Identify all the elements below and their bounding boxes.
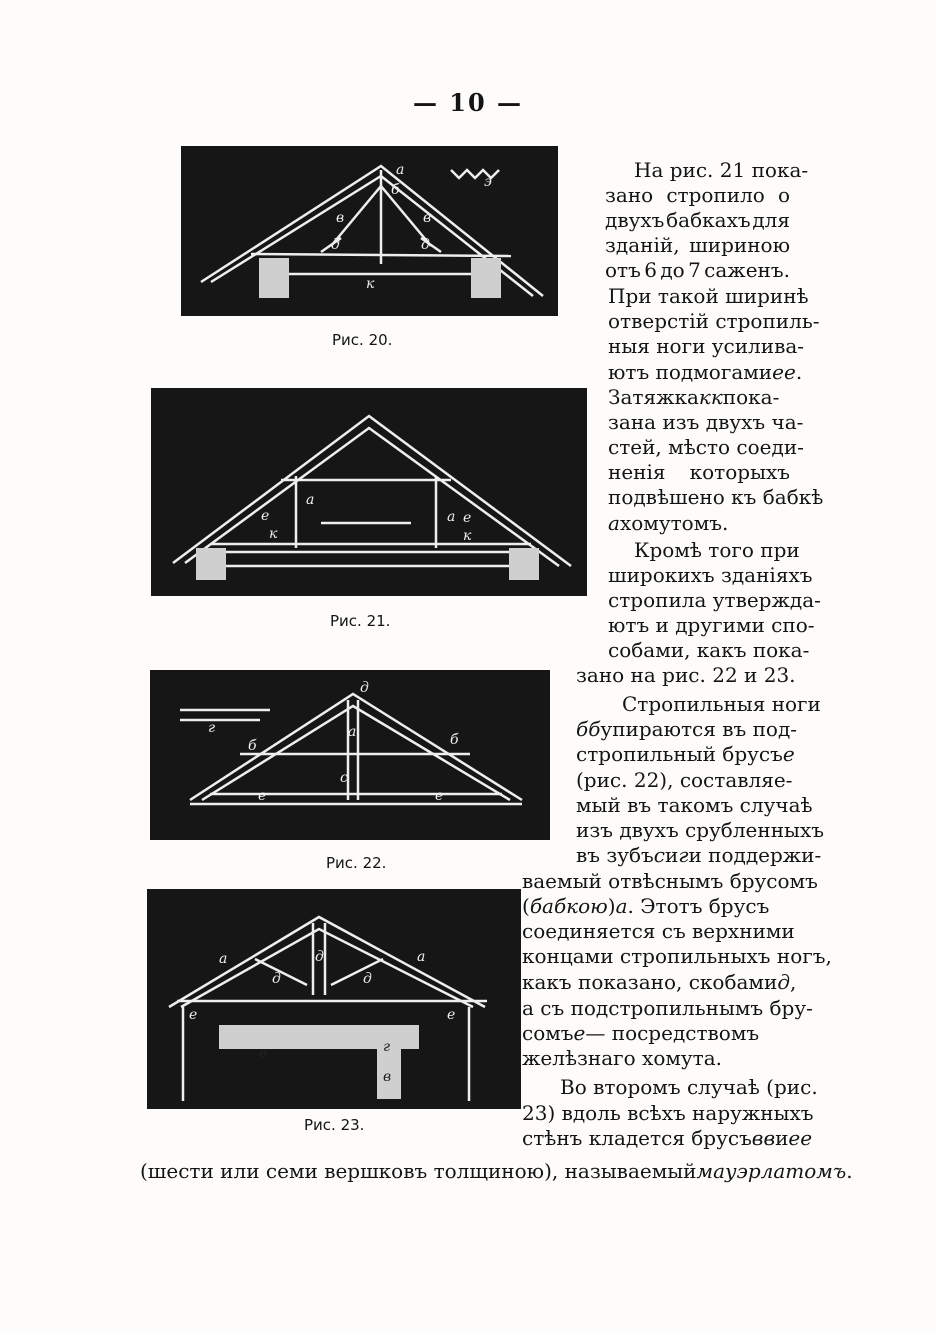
text-line <box>608 384 790 410</box>
fig21-label: а <box>447 509 456 525</box>
text-line <box>576 662 796 688</box>
text-segment: стей, мѣсто соеди- <box>608 435 804 459</box>
figure-21-caption: Рис. 21. <box>330 612 391 630</box>
text-line <box>522 969 797 995</box>
text-segment: (шести или семи вершковъ толщиною), называемый <box>140 1159 697 1183</box>
fig23-label: в <box>383 1069 392 1085</box>
text-segment: Во второмъ случаѣ (рис. <box>560 1075 818 1099</box>
text-segment: (рис. 22), составляе- <box>576 768 793 792</box>
fig21-label: к <box>463 528 472 544</box>
text-segment: и <box>775 1126 789 1150</box>
fig20-label: в <box>336 210 345 226</box>
fig23-label: д <box>363 971 372 987</box>
text-segment: собами, какъ пока- <box>608 638 810 662</box>
fig22-label: г <box>208 720 216 736</box>
text-segment: ютъ подмогами <box>608 360 773 384</box>
text-line <box>605 232 790 258</box>
fig22-label: е <box>258 788 267 804</box>
text-segment: до <box>660 258 685 282</box>
italic-segment: е <box>782 742 795 766</box>
fig23-label: д <box>315 949 324 965</box>
text-line <box>634 537 800 563</box>
text-segment: зано на рис. 22 и 23. <box>576 663 796 687</box>
fig21-label: е <box>261 508 270 524</box>
text-segment: зано <box>605 183 654 207</box>
text-segment: а съ подстропильнымъ бру- <box>522 996 813 1020</box>
text-line <box>522 1125 813 1151</box>
text-segment: концами стропильныхъ ногъ, <box>522 944 832 968</box>
text-segment: ) <box>607 894 616 918</box>
fig23-label: в <box>259 1045 268 1061</box>
text-segment: зданій, <box>605 233 680 257</box>
text-segment: отверстій стропиль- <box>608 309 820 333</box>
fig21-label: а <box>306 492 315 508</box>
text-segment: Кромѣ того при <box>634 538 800 562</box>
fig20-label: б <box>391 182 400 198</box>
text-line <box>608 359 803 385</box>
text-line <box>634 157 809 183</box>
text-segment: Затяжка <box>608 385 699 409</box>
text-segment: — посредствомъ <box>585 1021 760 1045</box>
text-segment: ютъ и другими спо- <box>608 613 815 637</box>
text-segment: 6 <box>644 258 657 282</box>
text-line <box>522 943 832 969</box>
fig22-label: б <box>450 732 459 748</box>
text-line <box>605 207 790 233</box>
fig23-label: е <box>447 1007 456 1023</box>
fig22-label: а <box>348 724 357 740</box>
italic-segment: д <box>777 970 790 994</box>
italic-segment: бб <box>576 717 601 741</box>
text-segment: пока- <box>722 385 780 409</box>
fig23-label: г <box>383 1039 391 1055</box>
text-line <box>608 409 804 435</box>
text-segment: подвѣшено къ бабкѣ <box>608 485 824 509</box>
text-line <box>522 893 790 919</box>
text-line <box>608 562 813 588</box>
text-segment: стропила утвержда- <box>608 588 821 612</box>
text-segment: сомъ <box>522 1021 574 1045</box>
italic-segment: ее <box>772 360 796 384</box>
text-segment: ( <box>522 894 530 918</box>
text-line <box>608 459 790 485</box>
text-segment: Стропильныя ноги <box>622 692 821 716</box>
text-line <box>522 1045 790 1071</box>
text-line <box>522 918 795 944</box>
text-segment: 7 <box>688 258 701 282</box>
text-segment: ненія <box>608 460 666 484</box>
text-line <box>608 637 810 663</box>
text-segment: о <box>777 183 790 207</box>
text-line <box>576 741 795 767</box>
text-segment: желѣзнаго хомута. <box>522 1046 723 1070</box>
text-line <box>608 587 821 613</box>
text-line <box>608 283 809 309</box>
italic-segment: с <box>653 843 665 867</box>
fig22-label: е <box>435 788 444 804</box>
fig20-label: а <box>396 162 405 178</box>
text-segment: и поддержи- <box>688 843 822 867</box>
figure-22 <box>150 670 550 840</box>
text-segment: На рис. 21 пока- <box>634 158 809 182</box>
text-segment: стропильный брусъ <box>576 742 783 766</box>
italic-segment: вв <box>751 1126 776 1150</box>
text-segment: соединяется съ верхними <box>522 919 795 943</box>
text-line <box>608 308 820 334</box>
italic-segment: а <box>615 894 628 918</box>
text-segment: саженъ. <box>704 258 790 282</box>
text-segment: стропило <box>666 183 765 207</box>
text-line <box>522 1100 814 1126</box>
text-segment: ваемый отвѣснымъ брусомъ <box>522 869 818 893</box>
text-line <box>140 1158 853 1184</box>
text-segment: . <box>846 1159 853 1183</box>
text-segment: , <box>790 970 797 994</box>
text-line <box>560 1074 818 1100</box>
fig20-label: в <box>423 210 432 226</box>
italic-segment: ее <box>788 1126 813 1150</box>
figure-23-caption: Рис. 23. <box>304 1116 365 1134</box>
text-segment: какъ показано, скобами <box>522 970 778 994</box>
text-segment: При такой ширинѣ <box>608 284 809 308</box>
fig23-label: а <box>219 951 228 967</box>
text-line <box>622 691 821 717</box>
text-segment: упираются въ под- <box>600 717 798 741</box>
text-segment: 23) вдоль всѣхъ наружныхъ <box>522 1101 814 1125</box>
text-line <box>576 716 798 742</box>
italic-segment: мауэрлатомъ <box>696 1159 847 1183</box>
fig20-label: э <box>484 174 492 190</box>
text-line <box>608 434 804 460</box>
figure-20-drawing <box>181 146 558 316</box>
italic-segment: бабкою <box>529 894 608 918</box>
fig21-label: е <box>463 510 472 526</box>
fig20-label: к <box>366 276 375 292</box>
fig23-label: д <box>272 971 281 987</box>
fig23-label: а <box>417 949 426 965</box>
italic-segment: кк <box>698 385 723 409</box>
text-segment: шириною <box>689 233 790 257</box>
text-line <box>608 612 815 638</box>
text-line <box>608 510 790 536</box>
text-segment: и <box>665 843 679 867</box>
figure-20 <box>181 146 558 316</box>
text-segment: бабкахъ <box>666 208 751 232</box>
figure-22-drawing <box>150 670 550 840</box>
italic-segment: а <box>608 511 620 535</box>
fig21-label: к <box>269 526 278 542</box>
text-segment: которыхъ <box>689 460 790 484</box>
text-line <box>576 817 824 843</box>
text-segment: изъ двухъ срубленныхъ <box>576 818 824 842</box>
text-segment: зана изъ двухъ ча- <box>608 410 804 434</box>
text-segment: . <box>795 360 803 384</box>
fig20-label: д <box>331 237 340 253</box>
text-line <box>608 484 824 510</box>
page-number: — 10 — <box>412 88 524 117</box>
text-segment: стѣнъ кладется брусъ <box>522 1126 752 1150</box>
fig23-label: е <box>189 1007 198 1023</box>
text-segment: двухъ <box>605 208 665 232</box>
text-segment: въ зубъ <box>576 843 654 867</box>
figure-22-caption: Рис. 22. <box>326 854 387 872</box>
text-line <box>576 792 813 818</box>
figure-20-caption: Рис. 20. <box>332 331 393 349</box>
italic-segment: е <box>573 1021 586 1045</box>
figure-21 <box>151 388 587 596</box>
text-line <box>605 182 790 208</box>
fig22-label: б <box>248 738 257 754</box>
text-segment: мый въ такомъ случаѣ <box>576 793 813 817</box>
text-line <box>605 257 790 283</box>
text-line <box>522 995 813 1021</box>
fig20-label: д <box>421 237 430 253</box>
italic-segment: г <box>678 843 689 867</box>
text-segment: для <box>752 208 790 232</box>
text-line <box>522 868 818 894</box>
text-segment: широкихъ зданіяхъ <box>608 563 813 587</box>
figure-23-drawing <box>147 889 521 1109</box>
text-line <box>522 1020 790 1046</box>
text-segment: отъ <box>605 258 641 282</box>
text-segment: ныя ноги усилива- <box>608 334 805 358</box>
text-line <box>576 767 793 793</box>
figure-21-drawing <box>151 388 587 596</box>
text-segment: . Этотъ брусъ <box>627 894 770 918</box>
text-line <box>608 333 805 359</box>
text-segment: хомутомъ. <box>619 511 729 535</box>
figure-23 <box>147 889 521 1109</box>
text-line <box>576 842 822 868</box>
fig22-label: с <box>340 770 348 786</box>
fig22-label: д <box>360 680 369 696</box>
